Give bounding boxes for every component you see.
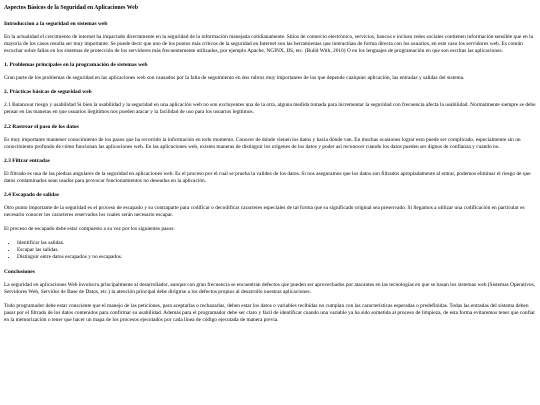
section-2-4-list-intro: El proceso de escapado debe estar compuesto a su vez por los siguientes pasos: [4,226,175,233]
section-2-2-heading: 2.2 Rastrear el paso de los datos [4,123,79,130]
conclusions-heading: Conclusiones [4,268,35,275]
section-2-4-paragraph: Otro punto importante de la seguridad es el proceso de escapado y su contraparte para codificar o decodificar caracteres especiales de tal forma que su significado original sea preservado. Si llegamos a utilizar una codificación en particular es necesario conocer los caracteres reservados los cuales serán necesario escapar. [4,204,525,219]
section-2-2-paragraph: Es muy importante mantener conocimiento de los pasos que ha recorrido la información en todo momento. Conocer de dónde vienen los datos y hacia dónde van. En muchas ocasiones lograr esto puede ser complicado, especialmente sin un conocimiento profundo de cómo funcionan las aplicaciones web. En las aplicaciones web, existen maneras de distinguir los orígenes de los datos y poder así reconocer cuando los datos pueden ser dignos de confianza y cuando no. [4,136,521,150]
section-1-heading: 1. Problemas principales en la programación de sistemas web [4,62,148,69]
intro-paragraph: En la actualidad el crecimiento de internet ha impactado directamente en la seguridad de la información manejada cotidianamente. Sitios de comercio electrónico, servicios, bancos e incluso redes sociales contienen información sensible que en la mayoría de los casos resulta ser muy importante. Se puede decir que uno de los puntos más críticos de la seguridad en Internet son las herramientas que interactúan de forma directa con los usuarios, en este caso los servidores web. Es común escuchar sobre fallas en los sistemas de protección de los servidores más frecuentemente utilizados, por ejemplo Apache, NGINX, IIS, etc. (Build With, 2016) O en los lenguajes de programación en que son escritas las aplicaciones. [4,34,533,55]
document-title: Aspectos Básicos de la Seguridad en Aplicaciones Web [4,5,139,11]
section-2-3-paragraph: El filtrado es una de las piedras angulares de la seguridad en aplicaciones web. Es el proceso por el cual se prueba la validez de los datos. Si nos aseguramos que los datos son filtrados apropiadamente al entrar, podemos eliminar el riesgo de que datos contaminados sean usados para provocar funcionamientos no deseados en la aplicación. [4,170,531,184]
section-2-1-paragraph: 2.1 Balancear riesgo y usabilidad Si bien la usabilidad y la seguridad en una aplicación web no son excluyentes una de la otra, alguna medida tomada para incrementar la seguridad con frecuencia afecta la usabilidad. Normalmente siempre se debe pensar en las maneras en que usuarios ilegítimos nos pueden atacar y la facilidad de uso para los usuarios legítimos. [4,102,536,116]
list-item: • Identificar las salidas. [17,240,536,247]
section-2-3-heading: 2.3 Filtrar entradas [4,157,50,164]
escaping-steps-list [4,240,536,261]
conclusions-paragraph-1: La seguridad en aplicaciones Web involucra principalmente al desarrollador, aunque con gran frecuencia se encuentran defectos que pueden ser aprovechados por atacantes en las tecnologías en que se basan los sistemas web (Sistemas Operativos, Servidores Web, Servidor de Base de Datos, etc.) la atención principal debe dirigirse a los defectos propios al desarrollo nuestras aplicaciones. [4,281,536,295]
section-2-4-heading: 2.4 Escapado de salidas [4,191,60,198]
conclusions-paragraph-2: Todo programador debe estar consciente que el manejo de las peticiones, para aceptarlas o rechazarlas, deben estar los datos o variables recibidas no cumplan con las características esperadas o predefinidas. Todas las entradas del sistema deben pasar por el filtrado de los datos contenidos para confirmar su usabilidad. Además para el programador debe ser claro y fácil de identificar cuando una variable ya ha sido sometida al proceso de limpieza, de esta forma evitaremos tener que confiar en la memorización o tener que hacer un mapa de los procesos ejecutados por cada línea de código ejecutada de manera previa. [4,302,536,323]
intro-heading: Introduccion a la seguridad en sistemas web [4,21,108,27]
section-1-paragraph: Gran parte de los problemas de seguridad en las aplicaciones web son causados por la falta de seguimiento en dos rubros muy importantes de los que depende cualquier aplicación, las entradas y salidas del sistema. [4,75,465,82]
section-2-heading: 2. Prácticas básicas de seguridad web [4,89,92,96]
list-item: • Escapar las salidas. [17,247,536,254]
list-item: • Distinguir entre datos escapados y no escapados. [17,254,536,261]
